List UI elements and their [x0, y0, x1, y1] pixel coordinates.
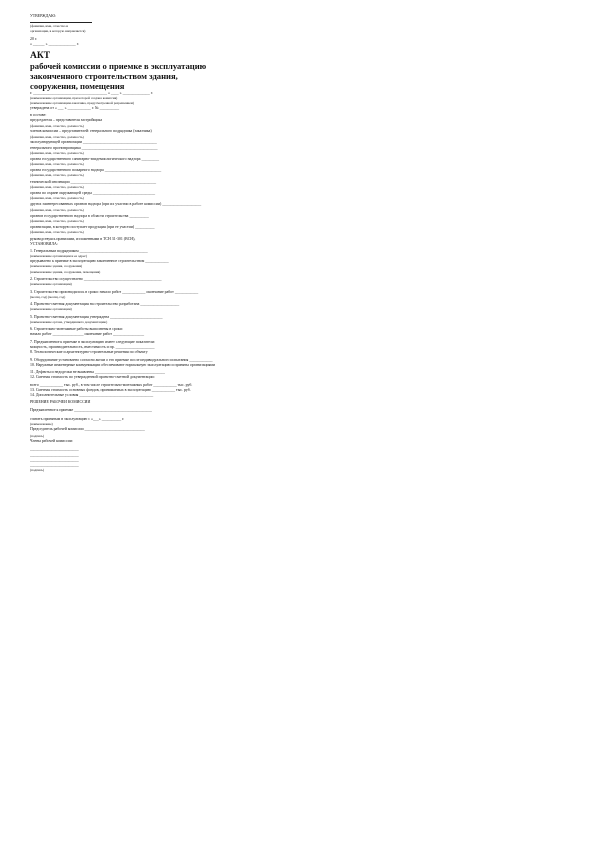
act-text-line: органов государственного надзора в области строительства __________ — [30, 213, 149, 218]
act-title-line: рабочей комиссии о приемке в эксплуатацию — [30, 61, 207, 72]
field-caption: (наименование организации и ее адрес) — [30, 254, 88, 259]
field-caption: (наименование) — [30, 421, 53, 426]
act-text-line: 13. Сметная стоимость основных фондов, принимаемых в эксплуатацию ____________ тыс. руб. — [30, 387, 191, 392]
field-caption: (наименование организации-заказчика, предусмотренной разрешением) — [30, 101, 134, 106]
field-caption: (наименование здания, сооружения) — [30, 264, 83, 269]
field-caption: (фамилия, имя, отчество, должность) — [30, 230, 84, 235]
act-text-line: других заинтересованных органов надзора (при их участии в работе комиссии) ____________________ — [30, 202, 202, 207]
act-text-line: в составе: — [30, 112, 47, 117]
act-text-line: _________________________ — [30, 463, 79, 468]
act-text-line: утверждена от « ___ » ____________ г. № __________ — [30, 106, 120, 111]
field-caption: (фамилия, имя, отчество, должность) — [30, 196, 84, 201]
act-title-line: сооружения, помещения — [30, 81, 125, 92]
act-text-line: _________________________ — [30, 458, 79, 463]
act-title-line: законченного строительством здания, — [30, 71, 178, 82]
act-text-line: руководствуясь правилами, изложенными в ТСН 31-301 (ВСН), — [30, 236, 136, 241]
act-text-line: _________________________ — [30, 446, 79, 451]
approver-caption: (фамилия, имя, отчество и — [30, 24, 69, 29]
act-text-line: эксплуатирующей организации ______________________________________ — [30, 140, 157, 145]
act-text-line: органа государственного санитарно-эпидемиологического надзора _________ — [30, 156, 160, 161]
act-text-line: РЕШЕНИЕ РАБОЧЕЙ КОМИССИИ — [30, 400, 91, 405]
act-text-line: Члены рабочей комиссии: — [30, 439, 73, 444]
field-caption: (фамилия, имя, отчество, должность) — [30, 123, 84, 128]
act-text-line: членов комиссии – представителей: генерального подрядчика (заказчика) — [30, 129, 152, 134]
act-text-line: всего ____________ тыс. руб., в том числе строительно-монтажных работ ____________ тыс. руб. — [30, 382, 193, 387]
signature-line — [30, 22, 92, 23]
act-text-line: генерального проектировщика _______________________________________ — [30, 145, 158, 150]
act-text-line: 10. Наружные инженерные коммуникации обеспечивают нормальную эксплуатацию и приняты организациями — [30, 362, 215, 367]
approval-header — [30, 14, 535, 47]
approval-label: УТВЕРЖДАЮ: — [30, 14, 57, 18]
act-text-line: 1. Генеральным подрядчиком ___________________________________ — [30, 249, 148, 254]
act-text-line: 11. Дефекты и недоделки не выявлены ____________________________________ — [30, 370, 165, 375]
act-text-line: предъявлено к приемке в эксплуатацию законченное строительством ____________ — [30, 259, 169, 264]
approval-date: « ______ » ______________ г. — [30, 41, 79, 46]
act-text-line: 12. Сметная стоимость по утвержденной проектно-сметной документации: — [30, 375, 155, 380]
act-text-line: председателя – представителя застройщика — [30, 117, 103, 122]
act-text-line: организации, в которую поступает продукция (при ее участии) __________ — [30, 225, 155, 230]
act-text-line: 3. Строительство производилось в сроки: начало работ ____________ окончание работ ____________ — [30, 289, 199, 294]
act-text-line: г. ______________________________________ « ____ » ______________ г. — [30, 91, 153, 96]
act-text-line: 4. Проектно-сметная документация на строительство разработана ____________________ — [30, 302, 180, 307]
field-caption: (подпись) — [30, 434, 45, 439]
act-text-line: 14. Дополнительные условия ______________________________________ — [30, 392, 154, 397]
act-text-line: органа государственного пожарного надзора _____________________________ — [30, 168, 162, 173]
field-caption: (фамилия, имя, отчество, должность) — [30, 150, 84, 155]
field-caption: (наименование организации) — [30, 282, 72, 287]
act-text-line: 6. Строительно-монтажные работы выполнены в сроки: — [30, 327, 123, 332]
act-text-line: 8. Технологические и архитектурно-строительные решения по объекту — [30, 350, 148, 355]
act-title-line: АКТ — [30, 51, 51, 62]
act-text-line: 2. Строительство осуществлено ________________________________________ — [30, 276, 162, 281]
act-body — [30, 91, 535, 473]
act-text-line: Председатель рабочей комиссии _______________________________ — [30, 426, 145, 431]
act-text-line: _________________________ — [30, 453, 79, 458]
approval-year: 20 г. — [30, 36, 37, 41]
act-text-line: мощность, производительность, вместимость и пр. ____________________ — [30, 344, 155, 349]
field-caption: (фамилия, имя, отчество, должность) — [30, 173, 84, 178]
field-caption: (фамилия, имя, отчество, должность) — [30, 207, 84, 212]
field-caption: (наименование органа, утвердившего документацию) — [30, 319, 108, 324]
field-caption: (подпись) — [30, 468, 45, 473]
field-caption: (наименование организации) — [30, 307, 72, 312]
field-caption: (фамилия, имя, отчество, должность) — [30, 135, 84, 140]
field-caption: (месяц, год) (месяц, год) — [30, 294, 66, 299]
field-caption: (фамилия, имя, отчество, должность) — [30, 184, 84, 189]
act-text-line: УСТАНОВИЛА: — [30, 241, 58, 246]
act-text-line: органа по охране окружающей среды ________________________________ — [30, 191, 156, 196]
act-text-line: Предъявленное к приемке ________________________________________ — [30, 407, 152, 412]
field-caption: (фамилия, имя, отчество, должность) — [30, 162, 84, 167]
act-text-line: 7. Предъявленное к приемке в эксплуатацию имеет следующие показатели: — [30, 339, 156, 344]
act-text-line: считать принятым в эксплуатацию с «___» __________ г. — [30, 416, 125, 421]
field-caption: (наименование здания, сооружения, помещения) — [30, 269, 101, 274]
field-caption: (фамилия, имя, отчество, должность) — [30, 218, 84, 223]
field-caption: (наименование организации, при которой создана комиссия) — [30, 96, 118, 101]
approver-organization-caption: организация, в которую направляется) — [30, 29, 86, 34]
act-text-line: технической инспекции ____________________________________________ — [30, 179, 157, 184]
act-text-line: начало работ ________________ окончание работ ________________ — [30, 332, 145, 337]
act-text-line: 5. Проектно-сметная документация утверждена ___________________________ — [30, 314, 163, 319]
act-text-line: 9. Оборудование установлено согласно актам о его приемке после индивидуального испытания ____________ — [30, 357, 213, 362]
act-title — [30, 51, 535, 91]
